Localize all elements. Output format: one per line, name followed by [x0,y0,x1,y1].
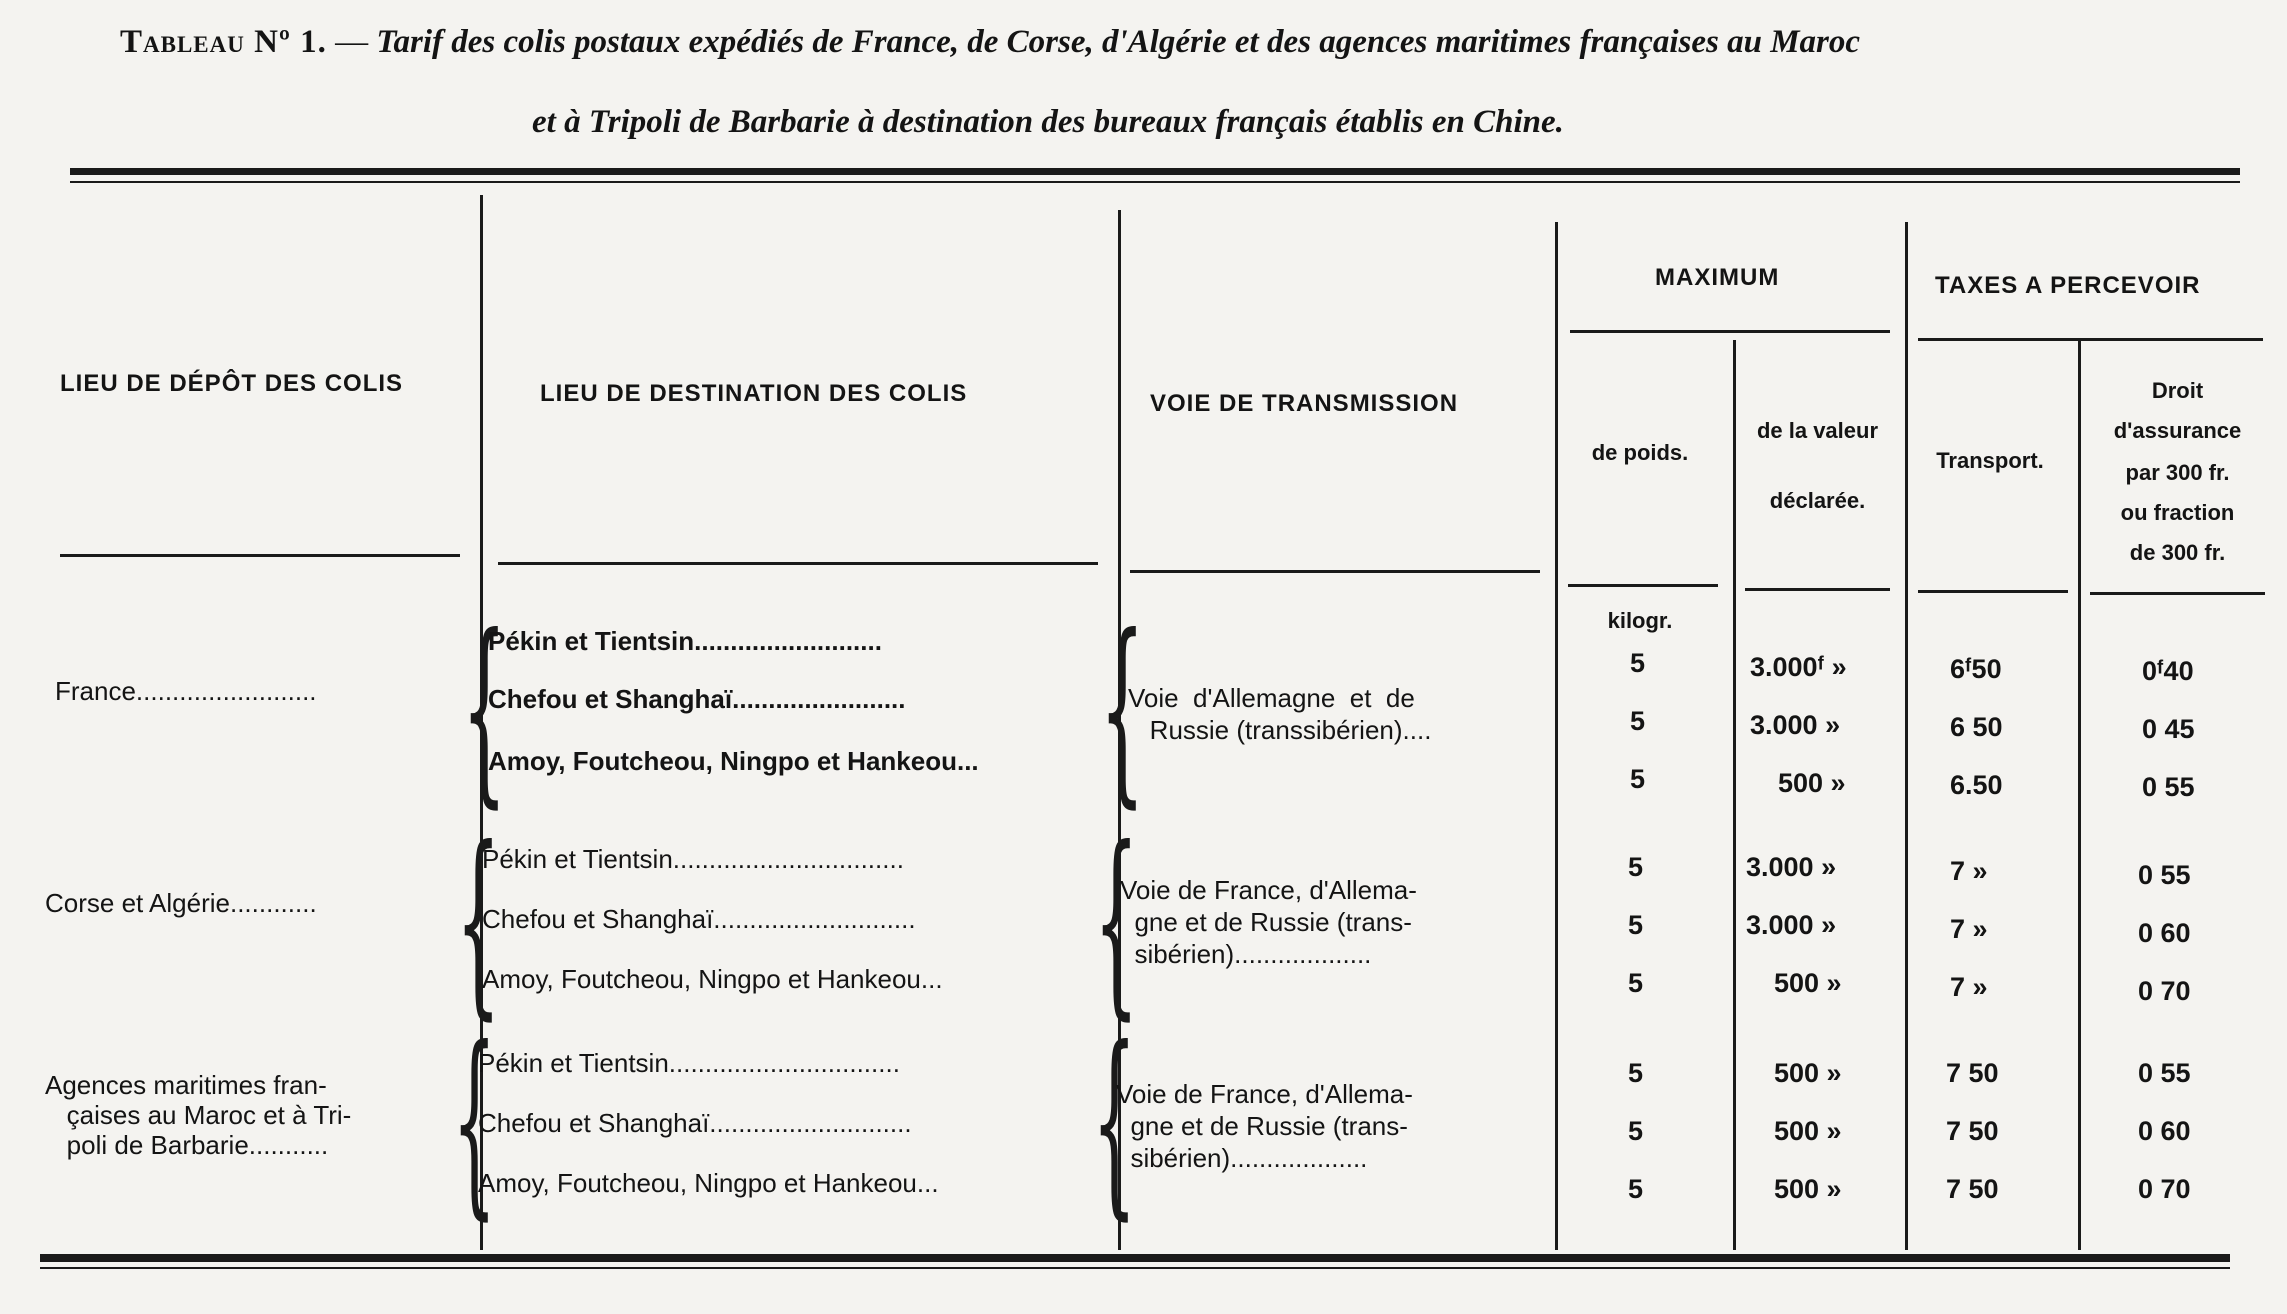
header-droit-3: par 300 fr. [2125,460,2230,485]
droit-cell: 0 55 [2138,860,2191,890]
brace-agences-dest: { [452,1005,497,1238]
droit-cell: 0 55 [2142,772,2195,802]
transport-cell: 7 » [1950,972,1988,1002]
header-rule-transport [1918,590,2068,593]
transport-cell: 6ᶠ50 [1950,654,2002,684]
transport-cell: 7 » [1950,914,1988,944]
header-droit-2: d'assurance [2113,418,2242,443]
dest-row: Amoy, Foutcheou, Ningpo et Hankeou... [482,964,943,994]
valeur-cell: 3.000 » [1746,910,1837,940]
transport-cell: 7 » [1950,856,1988,886]
header-rule-poids [1568,584,1718,587]
table-caption [120,24,1860,61]
droit-cell: 0 45 [2142,714,2195,744]
droit-cell: 0 55 [2138,1058,2191,1088]
depot-agences-line-1: Agences maritimes fran- [45,1070,327,1100]
valeur-cell: 3.000 » [1746,852,1837,882]
header-rule-valeur [1745,588,1890,591]
caption-lead: Tableau Nº 1. [120,24,327,60]
valeur-cell: 3.000 » [1750,710,1841,740]
bottom-rule [40,1254,2230,1262]
dest-row: Pékin et Tientsin.......................... [488,626,882,656]
header-voie: VOIE DE TRANSMISSION [1150,390,1459,417]
poids-cell: 5 [1628,1116,1644,1146]
valeur-cell: 500 » [1774,1116,1842,1146]
dest-row: Chefou et Shanghaï........................ [488,684,906,714]
dest-row: Pékin et Tientsin................................ [478,1048,900,1078]
droit-cell: 0 70 [2138,976,2191,1006]
brace-france-voie: { [1100,593,1145,826]
depot-agences-line-2: çaises au Maroc et à Tri- [45,1100,352,1130]
header-droit-4: ou fraction [2120,500,2235,525]
header-poids: de poids. [1591,440,1689,465]
valeur-cell: 500 » [1774,968,1842,998]
poids-cell: 5 [1630,706,1646,736]
header-maximum: MAXIMUM [1655,264,1780,291]
voie-france: Voie d'Allemagne et de Russie (transsibérien).... [1128,683,1432,745]
unit-kilogr: kilogr. [1607,608,1673,633]
header-rule-depot [60,554,460,557]
caption-dash: — [326,24,377,60]
dest-row: Pékin et Tientsin................................ [482,844,904,874]
droit-cell: 0ᶠ40 [2142,656,2194,686]
col-sep-4 [1733,340,1736,1250]
header-rule-maximum [1570,330,1890,333]
depot-agences-line-3: poli de Barbarie........... [45,1130,329,1160]
poids-cell: 5 [1628,968,1644,998]
poids-cell: 5 [1628,1174,1644,1204]
header-rule-droit [2090,592,2265,595]
brace-corse-voie: { [1094,805,1139,1038]
bottom-rule-thin [40,1267,2230,1269]
dest-row: Chefou et Shanghaï............................ [482,904,916,934]
poids-cell: 5 [1628,852,1644,882]
header-transport: Transport. [1936,448,2044,473]
dest-row: Chefou et Shanghaï............................ [478,1108,912,1138]
dest-row: Amoy, Foutcheou, Ningpo et Hankeou... [478,1168,939,1198]
poids-cell: 5 [1630,764,1646,794]
transport-cell: 7 50 [1946,1174,1999,1204]
caption-line-2: et à Tripoli de Barbarie à destination des bureaux français établis en Chine. [532,104,1564,140]
top-rule-thin [70,181,2240,183]
valeur-cell: 3.000ᶠ » [1750,652,1847,682]
brace-agences-voie: { [1092,1005,1137,1238]
header-depot: LIEU DE DÉPÔT DES COLIS [60,370,404,397]
transport-cell: 6 50 [1950,712,2003,742]
col-sep-5 [1905,222,1908,1250]
header-valeur-2: déclarée. [1769,488,1866,513]
header-rule-taxes [1918,338,2263,341]
header-valeur-1: de la valeur [1756,418,1879,443]
col-sep-3 [1555,222,1558,1250]
header-droit-5: de 300 fr. [2129,540,2226,565]
header-destination: LIEU DE DESTINATION DES COLIS [540,380,968,407]
brace-corse-dest: { [456,805,501,1038]
droit-cell: 0 70 [2138,1174,2191,1204]
header-droit-1: Droit [2151,378,2204,403]
header-rule-dest [498,562,1098,565]
poids-cell: 5 [1630,648,1646,678]
col-sep-6 [2078,340,2081,1250]
dest-row: Amoy, Foutcheou, Ningpo et Hankeou... [488,746,979,776]
valeur-cell: 500 » [1774,1058,1842,1088]
poids-cell: 5 [1628,1058,1644,1088]
header-rule-voie [1130,570,1540,573]
caption-line-1: Tarif des colis postaux expédiés de France, de Corse, d'Algérie et des agences maritimes françaises au Maroc [376,24,1861,60]
poids-cell: 5 [1628,910,1644,940]
transport-cell: 7 50 [1946,1058,1999,1088]
voie-corse-algerie: Voie de France, d'Allema- gne et de Russie (trans- sibérien)................... [1120,875,1417,969]
voie-agences: Voie de France, d'Allema- gne et de Russie (trans- sibérien)................... [1116,1079,1413,1173]
top-rule [70,168,2240,175]
depot-france: France......................... [55,676,317,706]
brace-france-dest: { [462,593,507,826]
valeur-cell: 500 » [1774,1174,1842,1204]
transport-cell: 6.50 [1950,770,2003,800]
droit-cell: 0 60 [2138,918,2191,948]
transport-cell: 7 50 [1946,1116,1999,1146]
valeur-cell: 500 » [1778,768,1846,798]
depot-corse-algerie: Corse et Algérie............ [45,888,317,918]
header-taxes: TAXES A PERCEVOIR [1935,272,2201,299]
droit-cell: 0 60 [2138,1116,2191,1146]
